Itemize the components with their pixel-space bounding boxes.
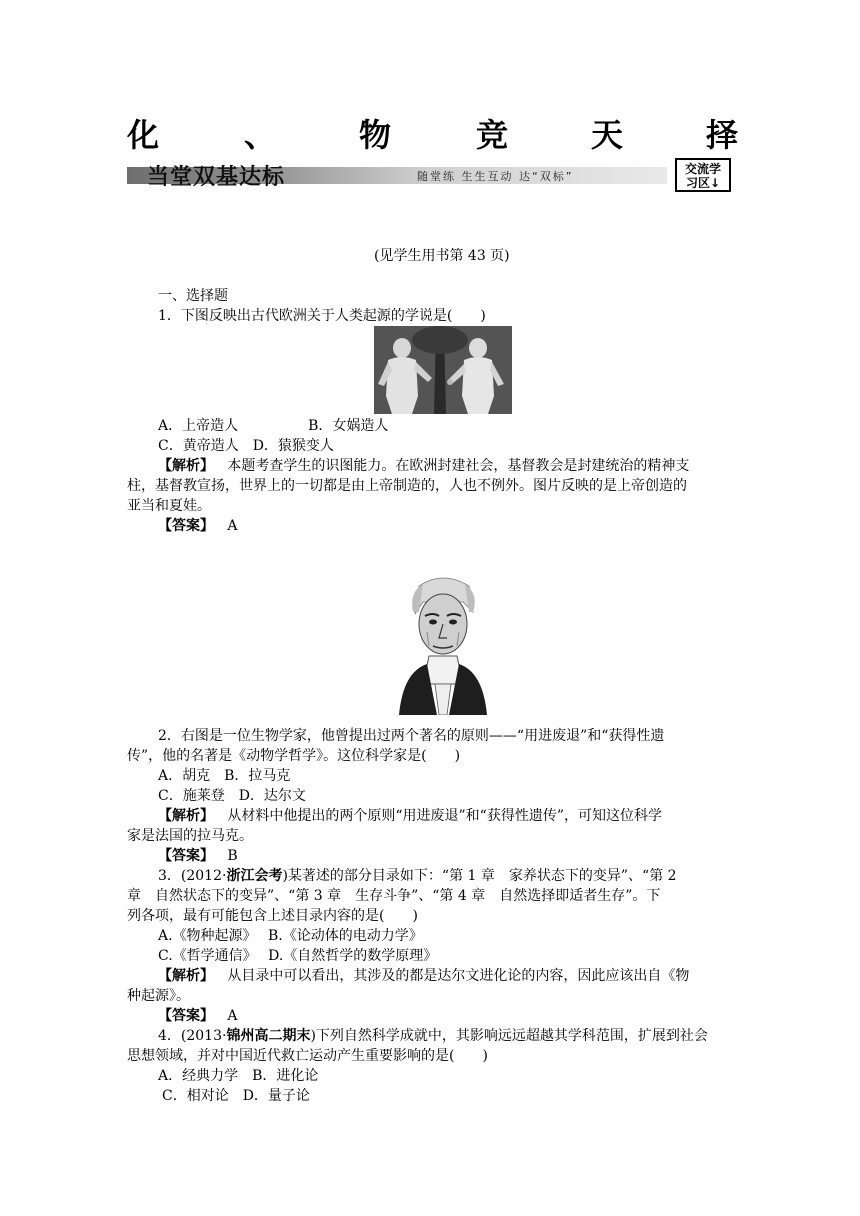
q3-options-ab: A.《物种起源》 B.《论动体的电动力学》: [158, 928, 423, 944]
q4-stem-rest: )下列自然科学成就中，其影响远远超越其学科范围，扩展到社会: [310, 1028, 708, 1044]
q4-stem-line1: [158, 1026, 708, 1046]
q2-analysis-text1: 从材料中他提出的两个原则“用进废退”和“获得性遗传”，可知这位科学: [227, 808, 662, 824]
q3-analysis-text1: 从目录中可以看出，其涉及的都是达尔文进化论的内容，因此应该出自《物: [227, 968, 690, 984]
q1-answer: A: [227, 518, 238, 534]
lamarck-portrait: [393, 572, 493, 715]
q2-stem-line1: 2．右图是一位生物学家，他曾提出过两个著名的原则——“用进废退”和“获得性遗: [158, 728, 665, 744]
title-char-3: 物: [359, 116, 392, 154]
q1-analysis-line1: [158, 456, 689, 476]
q2-analysis-label: 【解析】: [158, 808, 214, 824]
q4-stem-line2: 思想领域，并对中国近代救亡运动产生重要影响的是( ): [127, 1048, 488, 1064]
q1-answer-label: 【答案】: [158, 518, 214, 534]
q3-answer: A: [227, 1008, 238, 1024]
q3-answer-line: [158, 1006, 237, 1026]
banner-subtitle: 随堂练 生生互动 达“双标”: [417, 170, 574, 183]
q3-analysis-line2: 种起源》。: [127, 988, 190, 1004]
q1-analysis-line3: 亚当和夏娃。: [127, 498, 211, 514]
q2-options-ab: A．胡克 B．拉马克: [158, 768, 291, 784]
q3-stem-prefix: 3．(2012·: [158, 868, 227, 884]
q3-stem-line1: [158, 866, 677, 886]
textbook-reference: (见学生用书第 43 页): [374, 248, 510, 264]
section-heading: 一、选择题: [158, 288, 228, 304]
q3-options-cd: C.《哲学通信》 D.《自然哲学的数学原理》: [158, 948, 438, 964]
q2-answer: B: [227, 848, 238, 864]
adam-eve-image: [374, 326, 512, 414]
q4-options-ab: A．经典力学 B．进化论: [158, 1068, 319, 1084]
q3-analysis-line1: [158, 966, 689, 986]
exchange-area-line2: 习区: [685, 176, 710, 190]
q2-answer-label: 【答案】: [158, 848, 214, 864]
q1-analysis-text1: 本题考查学生的识图能力。在欧洲封建社会，基督教会是封建统治的精神支: [227, 458, 690, 474]
section-banner: [127, 158, 733, 192]
q1-analysis-label: 【解析】: [158, 458, 214, 474]
q2-options-cd: C．施莱登 D．达尔文: [158, 788, 306, 804]
q2-analysis-line1: [158, 806, 662, 826]
down-arrow-icon: ↓: [709, 176, 721, 190]
q1-options-ab: A．上帝造人 B．女娲造人: [158, 418, 389, 434]
title-char-6: 择: [706, 116, 739, 154]
exchange-area-line1: 交流学: [684, 162, 721, 176]
title-char-1: 化: [127, 116, 160, 154]
q3-analysis-label: 【解析】: [158, 968, 214, 984]
q4-options-cd: C．相对论 D．量子论: [162, 1088, 310, 1104]
q3-source: 浙江会考: [226, 868, 283, 884]
q1-answer-line: [158, 516, 237, 536]
title-char-2: 、: [244, 116, 277, 154]
q3-answer-label: 【答案】: [158, 1008, 214, 1024]
q3-stem-line3: 列各项，最有可能包含上述目录内容的是( ): [127, 908, 418, 924]
q4-source: 锦州高二期末: [226, 1028, 311, 1044]
q4-stem-prefix: 4．(2013·: [158, 1028, 227, 1044]
q2-answer-line: [158, 846, 238, 866]
banner-title: 当堂双基达标: [147, 165, 286, 190]
q3-stem-line2: 章 自然状态下的变异”、“第 3 章 生存斗争”、“第 4 章 自然选择即适者生存”。下: [127, 888, 661, 904]
q1-options-cd: C．黄帝造人 D．猿猴变人: [158, 438, 334, 454]
exchange-area-box[interactable]: [675, 158, 731, 192]
title-char-4: 竞: [476, 116, 509, 154]
q2-stem-line2: 传”，他的名著是《动物学哲学》。这位科学家是( ): [127, 748, 461, 764]
title-char-5: 天: [591, 116, 624, 154]
q1-stem: 1．下图反映出古代欧洲关于人类起源的学说是( ): [158, 308, 486, 324]
q3-stem-rest: )某著述的部分目录如下：“第 1 章 家养状态下的变异”、“第 2: [282, 868, 677, 884]
q2-analysis-line2: 家是法国的拉马克。: [127, 828, 253, 844]
q1-analysis-line2: 柱，基督教宣扬，世界上的一切都是由上帝制造的，人也不例外。图片反映的是上帝创造的: [127, 478, 687, 494]
